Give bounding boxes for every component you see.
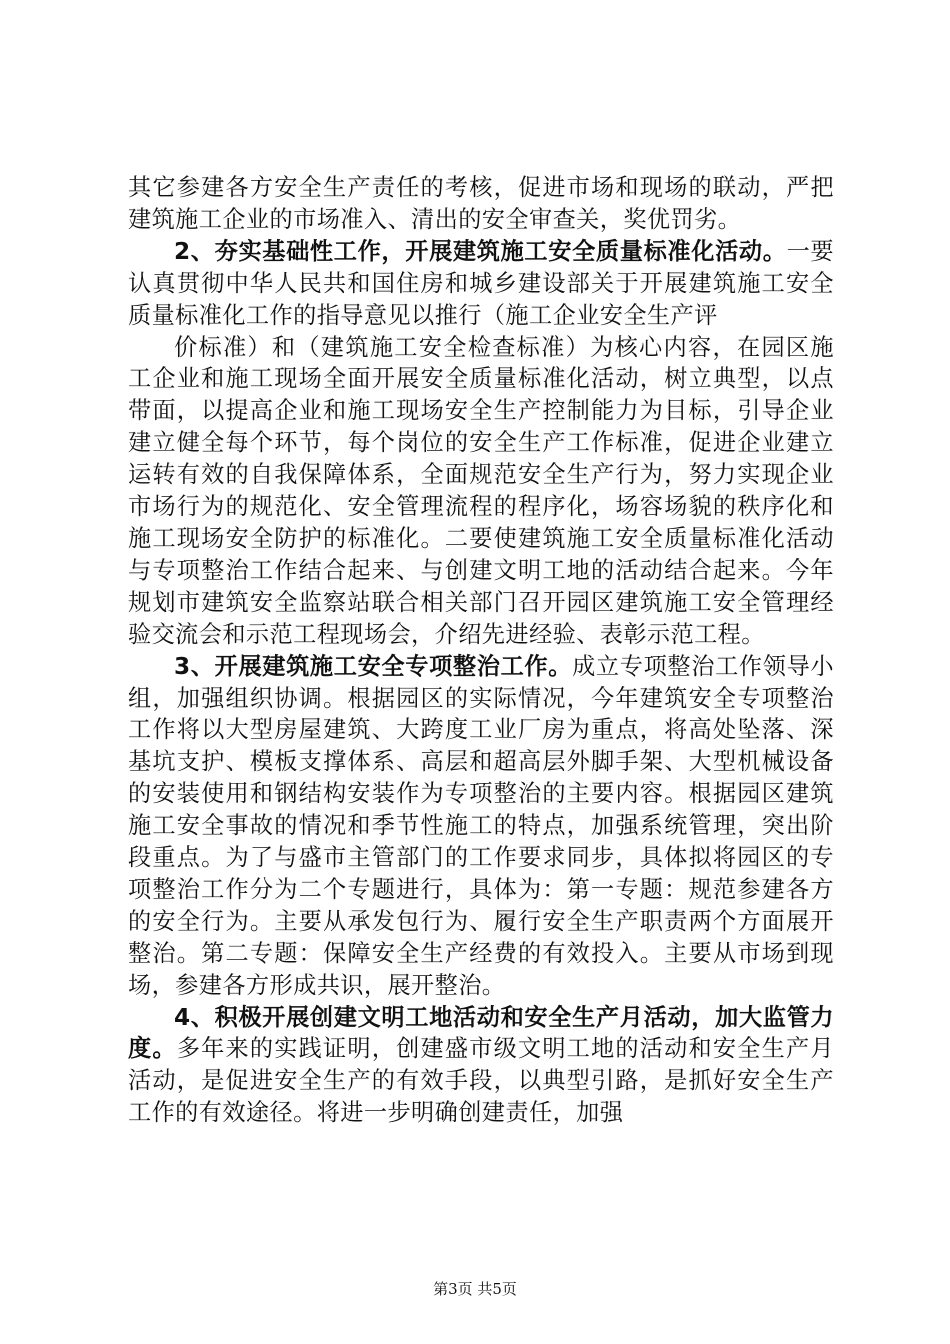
paragraph-p1 (128, 172, 834, 236)
paragraph-heading: 2、夯实基础性工作，开展建筑施工安全质量标准化活动。 (174, 237, 787, 265)
paragraph-p5 (128, 1002, 834, 1130)
paragraph-p2 (128, 236, 834, 332)
paragraph-text: 成立专项整治工作领导小组，加强组织协调。根据园区的实际情况，今年建筑安全专项整治工作将以大型房屋建筑、大跨度工业厂房为重点，将高处坠落、深基坑支护、模板支撑体系、高层和超高层外脚手架、大型机械设备的安装使用和钢结构安装作为专项整治的主要内容。根据园区建筑施工安全事故的情况和季节性施工的特点，加强系统管理，突出阶段重点。为了与盛市主管部门的工作要求同步，具体拟将园区的专项整治工作分为二个专题进行，具体为：第一专题：规范参建各方的安全行为。主要从承发包行为、履行安全生产职责两个方面展开整治。第二专题：保障安全生产经费的有效投入。主要从市场到现场，参建各方形成共识，展开整治。 (128, 652, 834, 999)
document-body (128, 172, 834, 1129)
paragraph-text: 价标准）和（建筑施工安全检查标准）为核心内容，在园区施工企业和施工现场全面开展安全质量标准化活动，树立典型，以点带面，以提高企业和施工现场安全生产控制能力为目标，引导企业建立健全每个环节，每个岗位的安全生产工作标准，促进企业建立运转有效的自我保障体系，全面规范安全生产行为，努力实现企业市场行为的规范化、安全管理流程的程序化，场容场貌的秩序化和施工现场安全防护的标准化。二要使建筑施工安全质量标准化活动与专项整治工作结合起来、与创建文明工地的活动结合起来。今年规划市建筑安全监察站联合相关部门召开园区建筑施工安全管理经验交流会和示范工程现场会，介绍先进经验、表彰示范工程。 (128, 333, 834, 648)
page-footer (0, 1279, 950, 1299)
paragraph-text: 多年来的实践证明，创建盛市级文明工地的活动和安全生产月活动，是促进安全生产的有效手段，以典型引路，是抓好安全生产工作的有效途径。将进一步明确创建责任，加强 (128, 1035, 834, 1127)
paragraph-p4 (128, 651, 834, 1002)
paragraph-text: 一要认真贯彻中华人民共和国住房和城乡建设部关于开展建筑施工安全质量标准化工作的指导意见以推行（施工企业安全生产评 (128, 237, 834, 329)
paragraph-heading: 4、积极开展创建文明工地活动和安全生产月活动，加大监管力度。 (128, 1003, 834, 1063)
paragraph-heading: 3、开展建筑施工安全专项整治工作。 (174, 652, 573, 680)
page-number-label: 第3页 共5页 (433, 1280, 517, 1298)
paragraph-p3 (128, 332, 834, 651)
paragraph-text: 其它参建各方安全生产责任的考核，促进市场和现场的联动，严把建筑施工企业的市场准入、清出的安全审查关，奖优罚劣。 (128, 174, 834, 233)
